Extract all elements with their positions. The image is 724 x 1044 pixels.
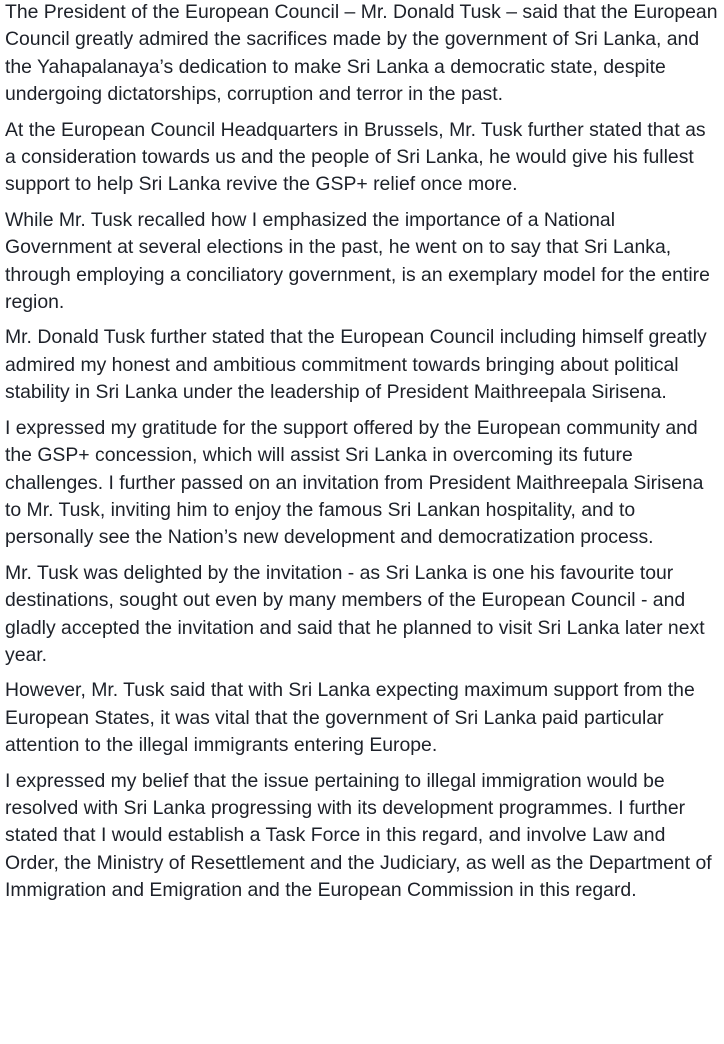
paragraph-1: The President of the European Council – Mr. Donald Tusk – said that the European Council greatly admired the sacrifices made by the government of Sri Lanka, and the Yahapalanaya’s dedication to make Sri Lanka a democratic state, despite undergoing dictatorships, corruption and terror in the past.	[5, 1, 718, 106]
paragraph-3: While Mr. Tusk recalled how I emphasized the importance of a National Government at several elections in the past, he went on to say that Sri Lanka, through employing a conciliatory government, is an exemplary model for the entire region.	[5, 208, 710, 314]
paragraph-8: I expressed my belief that the issue pertaining to illegal immigration would be resolved with Sri Lanka progressing with its development programmes. I further stated that I would establish a Task Force in this regard, and involve Law and Order, the Ministry of Resettlement and the Judiciary, as well as the Department of Immigration and Emigration and the European Commission in this regard.	[5, 769, 712, 902]
paragraph-5: I expressed my gratitude for the support offered by the European community and the GSP+ concession, which will assist Sri Lanka in overcoming its future challenges. I further passed on an invitation from President Maithreepala Sirisena to Mr. Tusk, inviting him to enjoy the famous Sri Lankan hospitality, and to personally see the Nation’s new development and democratization process.	[5, 416, 704, 549]
post-body	[5, 0, 721, 913]
paragraph-4: Mr. Donald Tusk further stated that the European Council including himself greatly admired my honest and ambitious commitment towards bringing about political stability in Sri Lanka under the leadership of President Maithreepala Sirisena.	[5, 326, 707, 404]
paragraph-7: However, Mr. Tusk said that with Sri Lanka expecting maximum support from the European States, it was vital that the government of Sri Lanka paid particular attention to the illegal immigrants entering Europe.	[5, 679, 695, 757]
paragraph-6: Mr. Tusk was delighted by the invitation - as Sri Lanka is one his favourite tour destinations, sought out even by many members of the European Council - and gladly accepted the invitation and said that he planned to visit Sri Lanka later next year.	[5, 561, 705, 666]
paragraph-2: At the European Council Headquarters in Brussels, Mr. Tusk further stated that as a consideration towards us and the people of Sri Lanka, he would give his fullest support to help Sri Lanka revive the GSP+ relief once more.	[5, 118, 706, 196]
